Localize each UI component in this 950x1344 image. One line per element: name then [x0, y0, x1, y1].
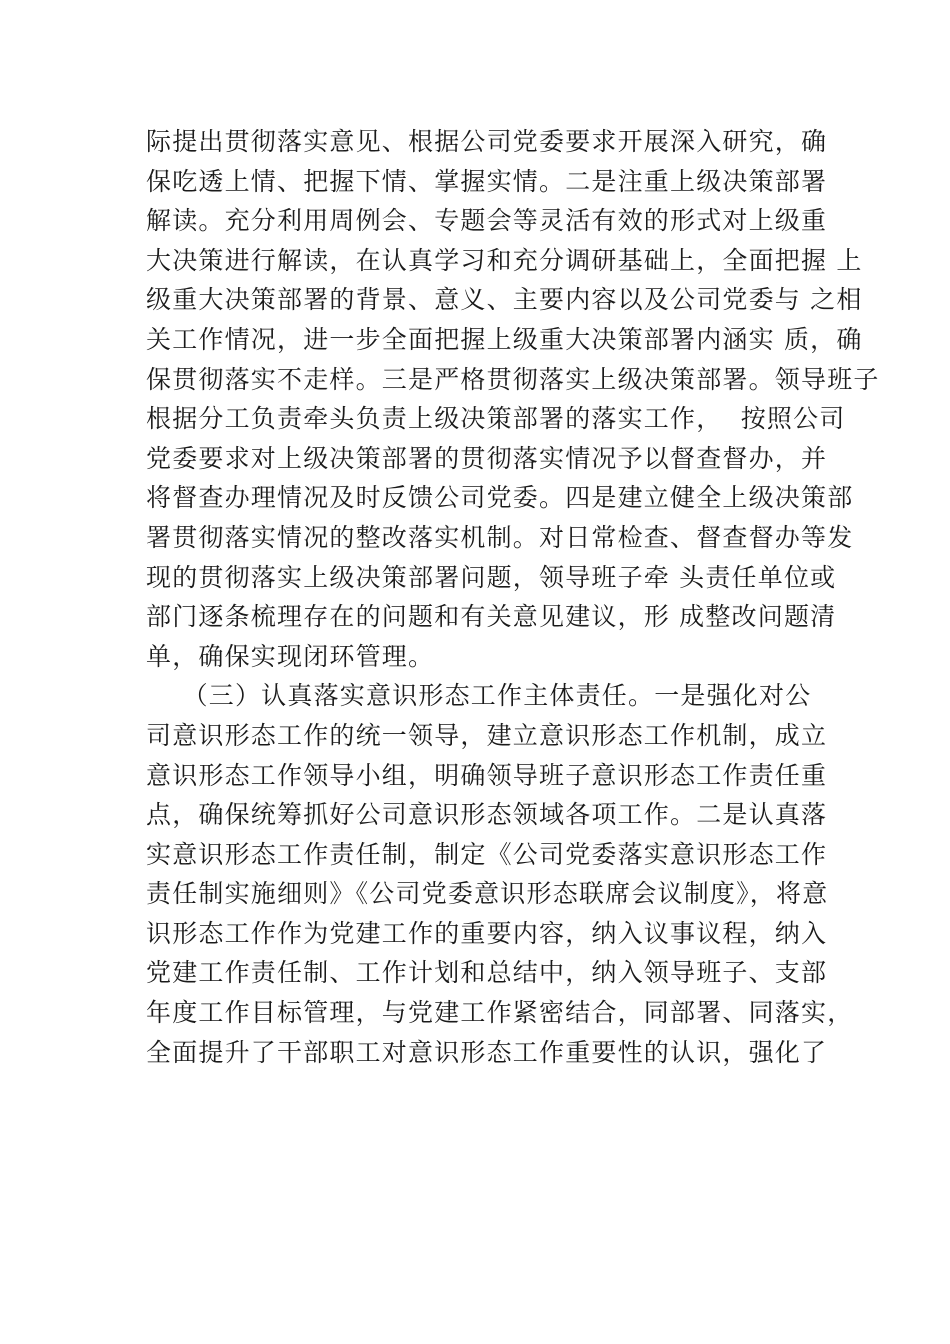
text-line: 关工作情况，进一步全面把握上级重大决策部署内涵实 质，确 [146, 324, 863, 354]
text-line: 年度工作目标管理，与党建工作紧密结合，同部署、同落实， [146, 998, 854, 1028]
text-line: 识形态工作作为党建工作的重要内容，纳入议事议程，纳入 [146, 918, 828, 948]
text-line: 署贯彻落实情况的整改落实机制。对日常检查、督查督办等发 [146, 522, 854, 552]
text-line: 解读。充分利用周例会、专题会等灵活有效的形式对上级重 [146, 206, 828, 236]
text-line: 保贯彻落实不走样。三是严格贯彻落实上级决策部署。领导班子 [146, 364, 880, 394]
text-line: 级重大决策部署的背景、意义、主要内容以及公司党委与 之相 [146, 285, 863, 315]
text-line: 司意识形态工作的统一领导，建立意识形态工作机制，成立 [146, 720, 828, 750]
text-line: 部门逐条梳理存在的问题和有关意见建议，形 成整改问题清 [146, 602, 837, 632]
text-line: 际提出贯彻落实意见、根据公司党委要求开展深入研究，确 [146, 127, 828, 156]
text-line: 实意识形态工作责任制，制定《公司党委落实意识形态工作 [146, 839, 828, 869]
text-line: 大决策进行解读，在认真学习和充分调研基础上，全面把握 上 [146, 245, 863, 275]
text-line: 党建工作责任制、工作计划和总结中，纳入领导班子、支部 [146, 958, 828, 988]
text-line: 意识形态工作领导小组，明确领导班子意识形态工作责任重 [146, 760, 828, 790]
text-line: 将督查办理情况及时反馈公司党委。四是建立健全上级决策部 [146, 483, 854, 513]
text-line: 党委要求对上级决策部署的贯彻落实情况予以督查督办，并 [146, 443, 828, 473]
text-line: 保吃透上情、把握下情、掌握实情。二是注重上级决策部署 [146, 166, 828, 196]
section-heading-line: （三）认真落实意识形态工作主体责任。一是强化对公 [146, 681, 812, 711]
text-line: 全面提升了干部职工对意识形态工作重要性的认识，强化了 [146, 1037, 828, 1067]
text-line: 单，确保实现闭环管理。 [146, 641, 435, 671]
text-line: 点，确保统筹抓好公司意识形态领域各项工作。二是认真落 [146, 800, 828, 830]
text-line: 责任制实施细则》《公司党委意识形态联席会议制度》，将意 [146, 879, 829, 909]
text-line: 根据分工负责牵头负责上级决策部署的落实工作， 按照公司 [146, 404, 846, 434]
body-text [146, 122, 880, 1072]
text-line: 现的贯彻落实上级决策部署问题，领导班子牵 头责任单位或 [146, 562, 837, 592]
